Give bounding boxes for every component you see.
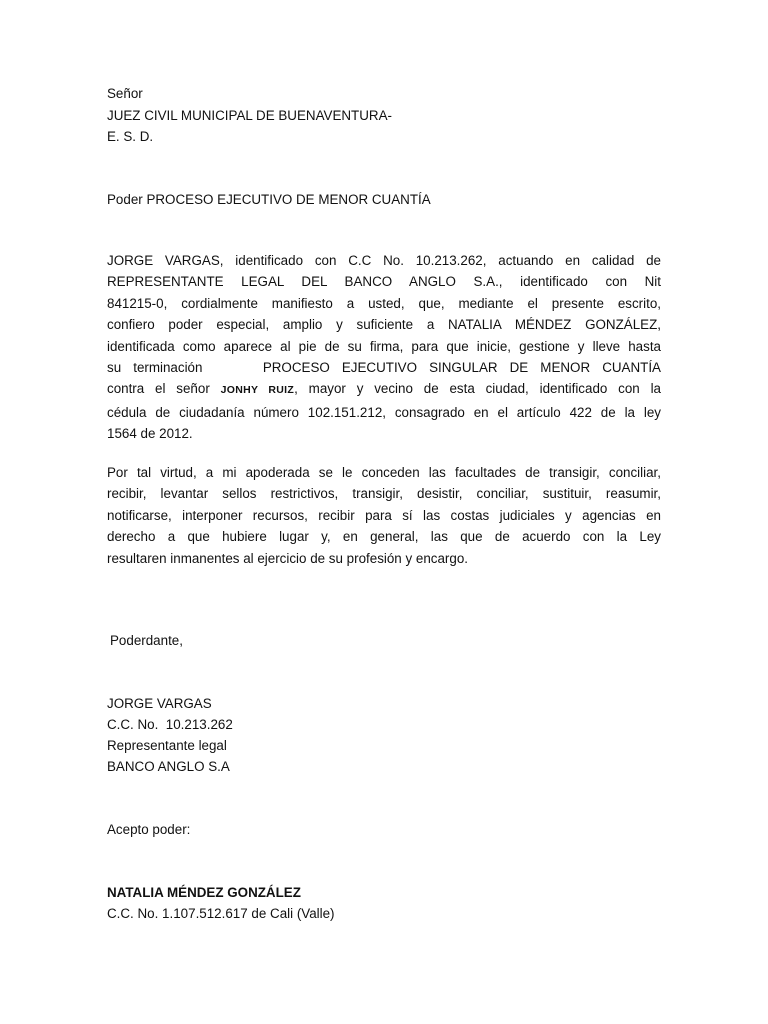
- closing-line: Poderdante,: [110, 633, 183, 648]
- defendant-prefix: contra el señor: [107, 381, 221, 397]
- paragraph-line: 841215-0, cordialmente manifiesto a usted, que, mediante el presente escrito,: [107, 295, 661, 311]
- paragraph-line: Por tal virtud, a mi apoderada se le conceden las facultades de transigir, conciliar,: [107, 465, 661, 480]
- paragraph-line: notificarse, interponer recursos, recibir para sí las costas judiciales y agencias en: [107, 507, 661, 523]
- paragraph-line: cédula de ciudadanía número 102.151.212, consagrado en el artículo 422 de la ley: [107, 404, 661, 420]
- signer-id: C.C. No. 10.213.262: [107, 717, 233, 732]
- esd-line: E. S. D.: [107, 129, 154, 144]
- paragraph-line: resultaren inmanentes al ejercicio de su profesión y encargo.: [107, 550, 469, 566]
- paragraph-line: recibir, levantar sellos restrictivos, transigir, desistir, conciliar, sustituir, reasumir,: [107, 486, 661, 502]
- signer-company: BANCO ANGLO S.A: [107, 759, 230, 774]
- defendant-name: JONHY RUIZ: [220, 384, 295, 397]
- paragraph-line: 1564 de 2012.: [107, 426, 193, 442]
- attorney-id: C.C. No. 1.107.512.617 de Cali (Valle): [107, 906, 335, 921]
- paragraph-line: identificada como aparece al pie de su firma, para que inicie, gestione y lleve hasta: [107, 338, 661, 354]
- paragraph-line: confiero poder especial, amplio y suficiente a NATALIA MÉNDEZ GONZÁLEZ,: [107, 317, 661, 333]
- paragraph-line-defendant: [107, 378, 661, 401]
- salutation: Señor: [107, 86, 143, 101]
- acceptance-line: Acepto poder:: [107, 822, 191, 837]
- paragraph-line: derecho a que hubiere lugar y, en general, las que de acuerdo con la Ley: [107, 529, 661, 545]
- paragraph-power-grant: [107, 250, 661, 445]
- signer-name: JORGE VARGAS: [107, 696, 212, 711]
- defendant-suffix: , mayor y vecino de esta ciudad, identificado con la: [294, 381, 662, 397]
- subject-line: Poder PROCESO EJECUTIVO DE MENOR CUANTÍA: [107, 192, 431, 207]
- paragraph-line: REPRESENTANTE LEGAL DEL BANCO ANGLO S.A., identificado con Nit: [107, 274, 661, 290]
- paragraph-line: su terminación PROCESO EJECUTIVO SINGULAR DE MENOR CUANTÍA: [107, 360, 661, 376]
- attorney-name: NATALIA MÉNDEZ GONZÁLEZ: [107, 885, 301, 900]
- signer-role: Representante legal: [107, 738, 227, 753]
- document-page: [107, 0, 661, 1024]
- addressee: JUEZ CIVIL MUNICIPAL DE BUENAVENTURA-: [107, 108, 392, 123]
- paragraph-faculties: [107, 462, 661, 569]
- paragraph-line: JORGE VARGAS, identificado con C.C No. 10.213.262, actuando en calidad de: [107, 253, 661, 268]
